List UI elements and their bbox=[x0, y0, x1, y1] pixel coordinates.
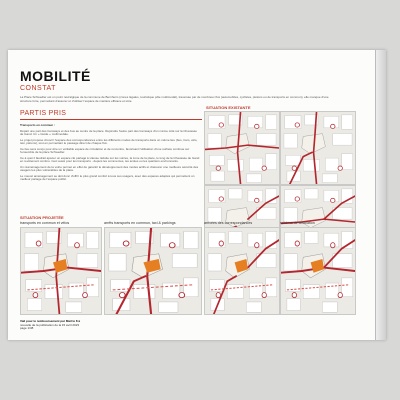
map-stop-marker bbox=[338, 293, 342, 298]
map-building-block bbox=[266, 154, 277, 170]
map-building-block bbox=[284, 208, 297, 222]
map-building-block bbox=[342, 278, 353, 297]
map-stop-marker bbox=[262, 293, 266, 298]
map-stop-marker bbox=[216, 166, 220, 170]
map-stop-marker bbox=[179, 293, 185, 298]
map-drawing bbox=[21, 228, 101, 314]
map-stop-marker bbox=[331, 243, 335, 248]
page-binding bbox=[375, 50, 386, 340]
footer-note bbox=[20, 320, 100, 331]
map-building-block bbox=[342, 154, 353, 170]
map-projected-3 bbox=[204, 227, 280, 315]
map-building-block bbox=[303, 285, 319, 299]
map-building-block bbox=[305, 189, 318, 199]
map-building-block bbox=[209, 155, 224, 165]
map-building-block bbox=[211, 171, 224, 181]
map-stop-marker bbox=[255, 124, 259, 128]
page-subtitle: CONSTAT bbox=[20, 85, 56, 92]
map-stop-marker bbox=[219, 123, 223, 127]
map-stop-marker bbox=[119, 293, 125, 298]
map-building-block bbox=[285, 155, 300, 165]
map-building-block bbox=[77, 254, 98, 268]
map-building-block bbox=[45, 285, 63, 299]
body-paragraph: Le nouvel aménagement se doit donc d'offrir le plus grand confort à tous ces usagers, avec des espaces adaptés qui permettent un meilleur partage de l'espace public. bbox=[20, 173, 195, 181]
footer-line-1: Vail pour le remboursement par Mail le 8 à bbox=[20, 319, 81, 323]
map-building-block bbox=[266, 115, 277, 129]
caption-projected-1: transports en commun et vélos bbox=[20, 221, 70, 225]
map-stop-marker bbox=[255, 198, 259, 202]
caption-projected-4: schéma de circulation bbox=[280, 221, 315, 225]
map-building-block bbox=[229, 231, 242, 243]
map-stop-marker bbox=[292, 166, 296, 170]
map-drawing bbox=[281, 112, 355, 184]
map-building-block bbox=[24, 254, 38, 271]
document-page bbox=[8, 50, 386, 340]
map-stop-marker bbox=[33, 293, 38, 298]
map-building-block bbox=[109, 254, 126, 271]
map-building-block bbox=[87, 278, 99, 297]
map-stop-marker bbox=[295, 197, 299, 201]
body-paragraph: Transports en commun : bbox=[20, 123, 56, 127]
map-stop-marker bbox=[331, 198, 335, 202]
map-building-block bbox=[284, 134, 297, 148]
map-building-block bbox=[208, 208, 221, 222]
map-building-block bbox=[305, 231, 318, 243]
map-stop-marker bbox=[255, 243, 259, 248]
map-existing-2 bbox=[280, 111, 356, 185]
map-stop-marker bbox=[331, 124, 335, 128]
map-building-block bbox=[208, 134, 221, 148]
map-stop-marker bbox=[216, 293, 220, 298]
map-drawing bbox=[205, 228, 279, 314]
map-building-block bbox=[66, 302, 82, 312]
page-title: MOBILITÉ bbox=[20, 68, 91, 84]
map-building-block bbox=[342, 115, 353, 129]
map-building-block bbox=[184, 231, 198, 248]
map-stop-marker bbox=[338, 166, 342, 170]
map-stop-marker bbox=[219, 197, 223, 201]
map-stop-marker bbox=[83, 293, 88, 298]
map-building-block bbox=[227, 285, 243, 299]
map-projected-2 bbox=[104, 227, 202, 315]
map-building-block bbox=[172, 254, 197, 268]
map-building-block bbox=[184, 278, 198, 297]
body-paragraph: Ce à quoi il faudrait ajouter un espace clé partagé à vitesse réduite sur les voiries, la zone de la place, le long de la Chaussée de Gand en revêtement continu. Ceci aussi pour les transports - depuis les commerces, les écoles ou les quartiers environnants. bbox=[20, 155, 200, 163]
map-building-block bbox=[284, 254, 297, 271]
map-building-block bbox=[208, 254, 221, 271]
map-building-block bbox=[246, 302, 261, 312]
map-stop-marker bbox=[169, 243, 175, 248]
caption-existing: SITUATION EXISTANTE bbox=[206, 105, 251, 110]
map-stop-marker bbox=[123, 241, 129, 246]
body-text bbox=[20, 124, 200, 184]
map-building-block bbox=[87, 231, 99, 248]
map-building-block bbox=[325, 158, 338, 171]
body-paragraph: Le projet propose d'ouvrir l'espace des correspondances entre les différents modes de transports dans un même lieu (bus, tram, vélo, taxi, piétons), tout en permettant le passage direct de chaque flux. bbox=[20, 137, 198, 145]
map-building-block bbox=[227, 160, 243, 172]
section-divider bbox=[20, 119, 202, 120]
map-drawing bbox=[105, 228, 201, 314]
body-paragraph: Un réaménagement de la voirie permet en effet de garantir le développement des modes actifs et d'assurer une meilleure sécurité des usagers les plus vulnérables de la place. bbox=[20, 164, 199, 172]
map-building-block bbox=[27, 299, 41, 311]
map-stop-marker bbox=[295, 241, 299, 246]
map-building-block bbox=[134, 285, 155, 299]
map-stop-marker bbox=[219, 241, 223, 246]
section-heading: PARTIS PRIS bbox=[20, 110, 67, 117]
map-stop-marker bbox=[75, 243, 80, 248]
body-paragraph: Départ une part des tramways et des bus au centre de la place. Rejoindre l'autre part des tramways d'un même côté sur la Chaussée de Gand. Un « Guide » multimodale. bbox=[20, 128, 197, 136]
map-stop-marker bbox=[36, 241, 41, 246]
map-building-block bbox=[322, 302, 337, 312]
caption-projected-2: arrêts transports en commun, taxi & parkings bbox=[104, 221, 176, 225]
map-building-block bbox=[303, 160, 319, 172]
map-building-block bbox=[322, 174, 337, 183]
map-stop-marker bbox=[292, 293, 296, 298]
map-stop-marker bbox=[262, 166, 266, 170]
map-building-block bbox=[266, 278, 277, 297]
map-building-block bbox=[246, 174, 261, 183]
map-drawing bbox=[205, 112, 279, 184]
footer-line-2: nouvelle de la publication de la 15 avril 2023 bbox=[20, 322, 80, 327]
map-projected-1 bbox=[20, 227, 102, 315]
map-stop-marker bbox=[295, 123, 299, 127]
map-existing-1 bbox=[204, 111, 280, 185]
map-projected-4 bbox=[280, 227, 356, 315]
map-building-block bbox=[159, 302, 178, 312]
map-drawing bbox=[281, 228, 355, 314]
footer-line-3: page 1/38 bbox=[20, 326, 34, 331]
body-paragraph: Ce lieu sera conçu pour être un véritable espace de circulation et de rencontre, favorisant l'utilisation d'une surface continue sur l'ensemble de la place Schwedler. bbox=[20, 146, 190, 154]
caption-projected: SITUATION PROJETÉE bbox=[20, 215, 64, 220]
intro-paragraph: La Place Schwedler est un point névralgique de la commune de Bernheim (zones légales, touristique pôle multimodal), traversée par de nombreux flux (automobiles, cyclistes, piétons ou de transports en commun), elle manque d'une structure forte, permettant d'assurer et d'utiliser l'espace de manière efficace et sûre. bbox=[20, 95, 329, 103]
map-building-block bbox=[287, 299, 300, 311]
map-building-block bbox=[333, 134, 352, 146]
map-building-block bbox=[229, 189, 242, 199]
map-building-block bbox=[257, 134, 276, 146]
map-building-block bbox=[249, 158, 262, 171]
caption-projected-3: arrivées des correspondances bbox=[204, 221, 253, 225]
